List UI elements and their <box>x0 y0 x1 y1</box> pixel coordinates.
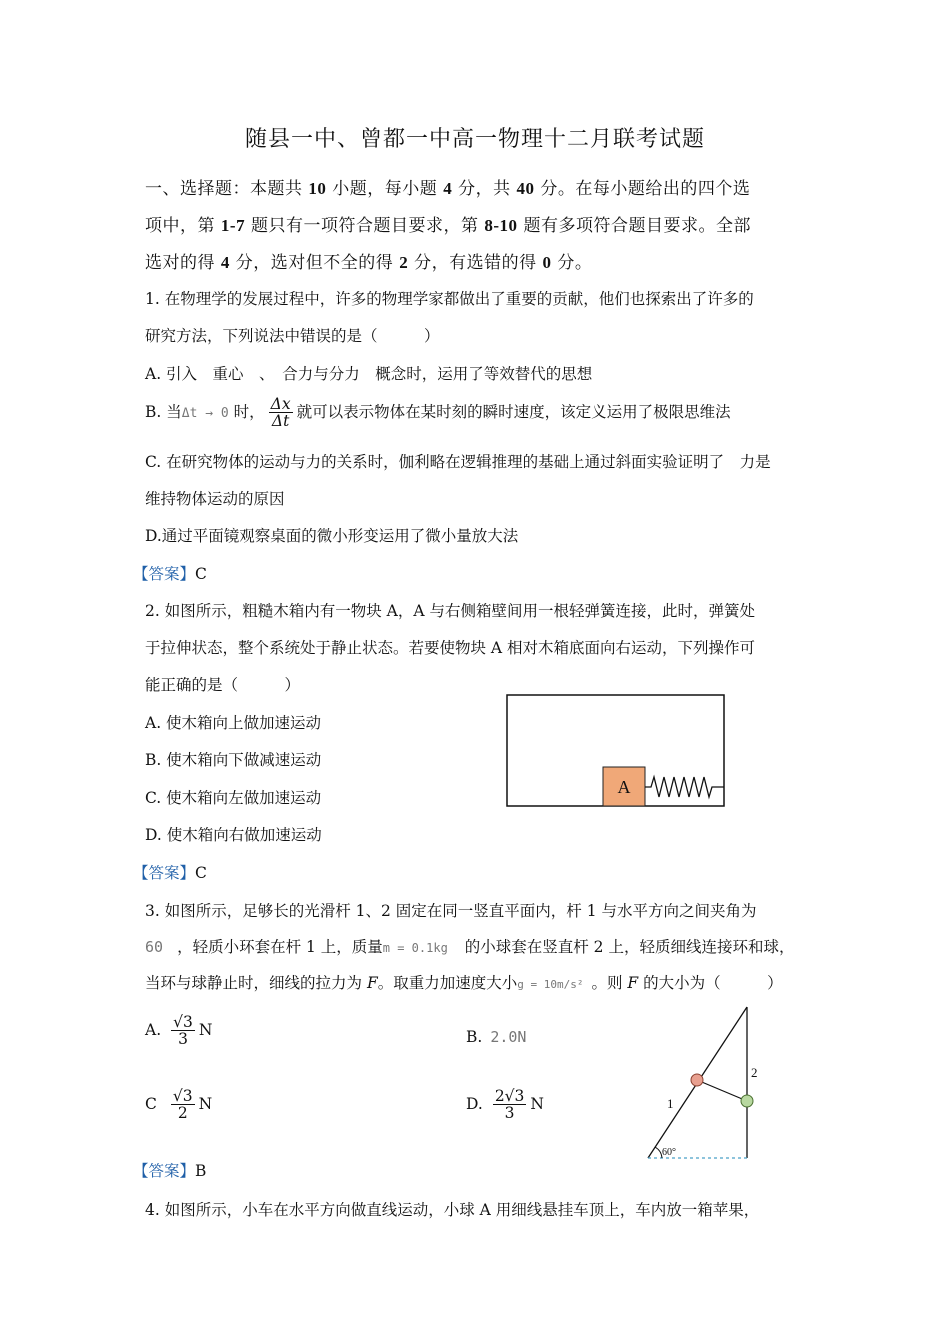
q3-answer: 【答案】B <box>133 1162 207 1180</box>
angle-label: 60° <box>662 1147 676 1158</box>
q3-stem-line2: 60 ，轻质小环套在杆 1 上，质量m = 0.1kg 的小球套在竖直杆 2 上，轻质细线连接环和球， <box>145 938 795 956</box>
section-instructions-line2: 项中，第 1-7 题只有一项符合题目要求，第 8-10 题有多项符合题目要求。全部 <box>145 216 751 236</box>
q2-box-figure <box>505 693 727 809</box>
page-title: 随县一中、曾都一中高一物理十二月联考试题 <box>244 127 705 152</box>
q2-answer: 【答案】C <box>133 864 207 882</box>
q1-option-b-condition: Δt → 0 <box>181 405 229 421</box>
section-instructions-line3: 选对的得 4 分，选对但不全的得 2 分，有选错的得 0 分。 <box>145 253 593 273</box>
q3-option-d: D. $\frac{2√3}{3}$ N <box>466 1087 544 1123</box>
q1-option-c-line2: 维持物体运动的原因 <box>145 490 285 508</box>
q2-option-d: D. 使木箱向右做加速运动 <box>145 826 322 844</box>
block-a-label: A <box>617 777 631 797</box>
q3-option-a: A. $\frac{√3}{3}$ N <box>145 1013 213 1049</box>
ball <box>741 1095 753 1107</box>
q2-option-c: C. 使木箱向左做加速运动 <box>145 789 322 807</box>
q1-stem-line2: 研究方法，下列说法中错误的是（ ） <box>145 327 440 345</box>
q1-option-b-fraction: $\frac{\Delta x}{\Delta t}$ <box>270 395 291 431</box>
angle-arc <box>655 1147 662 1158</box>
q2-option-b: B. 使木箱向下做减速运动 <box>145 751 322 769</box>
q3-mass: m = 0.1kg <box>382 941 448 955</box>
q1-option-d: D.通过平面镜观察桌面的微小形变运用了微小量放大法 <box>145 527 519 545</box>
q1-answer: 【答案】C <box>133 565 207 583</box>
q4-stem-line1: 4. 如图所示，小车在水平方向做直线运动，小球 A 用细线悬挂车顶上，车内放一箱苹果， <box>145 1201 760 1219</box>
q1-option-c-line1: C. 在研究物体的运动与力的关系时，伽利略在逻辑推理的基础上通过斜面实验证明了 力是 <box>145 453 771 471</box>
q3-angle-value: 60 <box>145 938 164 956</box>
q2-option-a: A. 使木箱向上做加速运动 <box>145 714 322 732</box>
q3-option-b: B. 2.0N <box>466 1028 527 1046</box>
q1-option-a: A. 引入 重心 、 合力与分力 概念时，运用了等效替代的思想 <box>145 365 593 383</box>
q3-gravity: g = 10m/s² <box>517 978 584 991</box>
q3-option-c: C $\frac{√3}{2}$ N <box>145 1087 213 1123</box>
section-instructions-line1: 一、选择题：本题共 10 小题，每小题 4 分，共 40 分。在每小题给出的四个选 <box>145 179 751 199</box>
thread <box>697 1080 747 1101</box>
q2-stem-line1: 2. 如图所示，粗糙木箱内有一物块 A，A 与右侧箱壁间用一根轻弹簧连接，此时，弹簧处 <box>145 602 755 620</box>
q2-stem-line2: 于拉伸状态，整个系统处于静止状态。若要使物块 A 相对木箱底面向右运动，下列操作可 <box>145 639 756 657</box>
q2-stem-line3: 能正确的是（ ） <box>145 676 301 694</box>
spring <box>645 777 724 797</box>
rod-2-label: 2 <box>751 1065 758 1080</box>
q3-rods-figure <box>640 1005 760 1165</box>
q1-option-b: B. 当Δt → 0 时， $\frac{\Delta x}{\Delta t}$ 就可以表示物体在某时刻的瞬时速度，该定义运用了极限思维法 <box>145 395 731 431</box>
q3-stem-line1: 3. 如图所示，足够长的光滑杆 1、2 固定在同一竖直平面内，杆 1 与水平方向之间夹角为 <box>145 902 757 920</box>
q3-stem-line3: 当环与球静止时，细线的拉力为 F。取重力加速度大小g = 10m/s² 。则 F 的大小为（ ） <box>145 974 783 992</box>
rod-1-label: 1 <box>667 1096 674 1111</box>
ring <box>691 1074 703 1086</box>
q1-stem-line1: 1. 在物理学的发展过程中，许多的物理学家都做出了重要的贡献，他们也探索出了许多的 <box>145 290 754 308</box>
